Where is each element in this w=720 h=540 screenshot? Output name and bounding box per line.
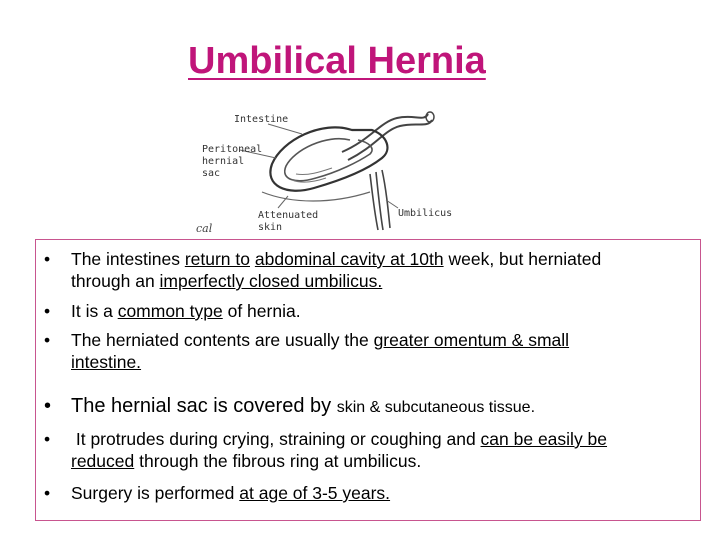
label-attenuated: Attenuated <box>258 210 319 221</box>
bullet-line: The intestines return to abdominal cavity at 10th week, but herniated <box>71 249 602 269</box>
umbilical-hernia-diagram <box>192 100 482 240</box>
bullet-line: The herniated contents are usually the greater omentum & small <box>71 330 570 350</box>
bullet-marker: • <box>44 429 51 449</box>
bullet-line: reduced through the fibrous ring at umbilicus. <box>71 451 422 471</box>
herniated-loop-outer <box>270 127 387 190</box>
bullet-line: It is a common type of hernia. <box>71 301 301 321</box>
label-umbilicus: Umbilicus <box>398 208 453 219</box>
bullet-line: Surgery is performed at age of 3-5 years. <box>71 483 391 503</box>
bullet-line: It protrudes during crying, straining or coughing and can be easily be <box>71 429 608 449</box>
bullet-line: through an imperfectly closed umbilicus. <box>71 271 383 291</box>
intestine-tube-end <box>426 112 434 122</box>
umbilicus-stalk <box>370 170 390 230</box>
bullet-line: The hernial sac is covered by skin & subcutaneous tissue. <box>71 395 536 417</box>
label-sac: sac <box>202 168 221 179</box>
bullet-line: intestine. <box>71 352 142 372</box>
attenuated-skin-line <box>262 192 370 201</box>
leader-intestine <box>268 124 302 134</box>
label-intestine: Intestine <box>234 114 289 125</box>
bullet-marker: • <box>44 395 52 417</box>
bullet-marker: • <box>44 330 51 350</box>
label-signature: cal <box>196 222 213 235</box>
label-skin: skin <box>258 222 283 233</box>
label-hernial: hernial <box>202 156 245 167</box>
bullet-marker: • <box>44 249 51 269</box>
bullet-marker: • <box>44 301 51 321</box>
page-title: Umbilical Hernia <box>188 40 486 82</box>
label-peritoneal: Peritoneal <box>202 144 263 155</box>
bullet-marker: • <box>44 483 51 503</box>
